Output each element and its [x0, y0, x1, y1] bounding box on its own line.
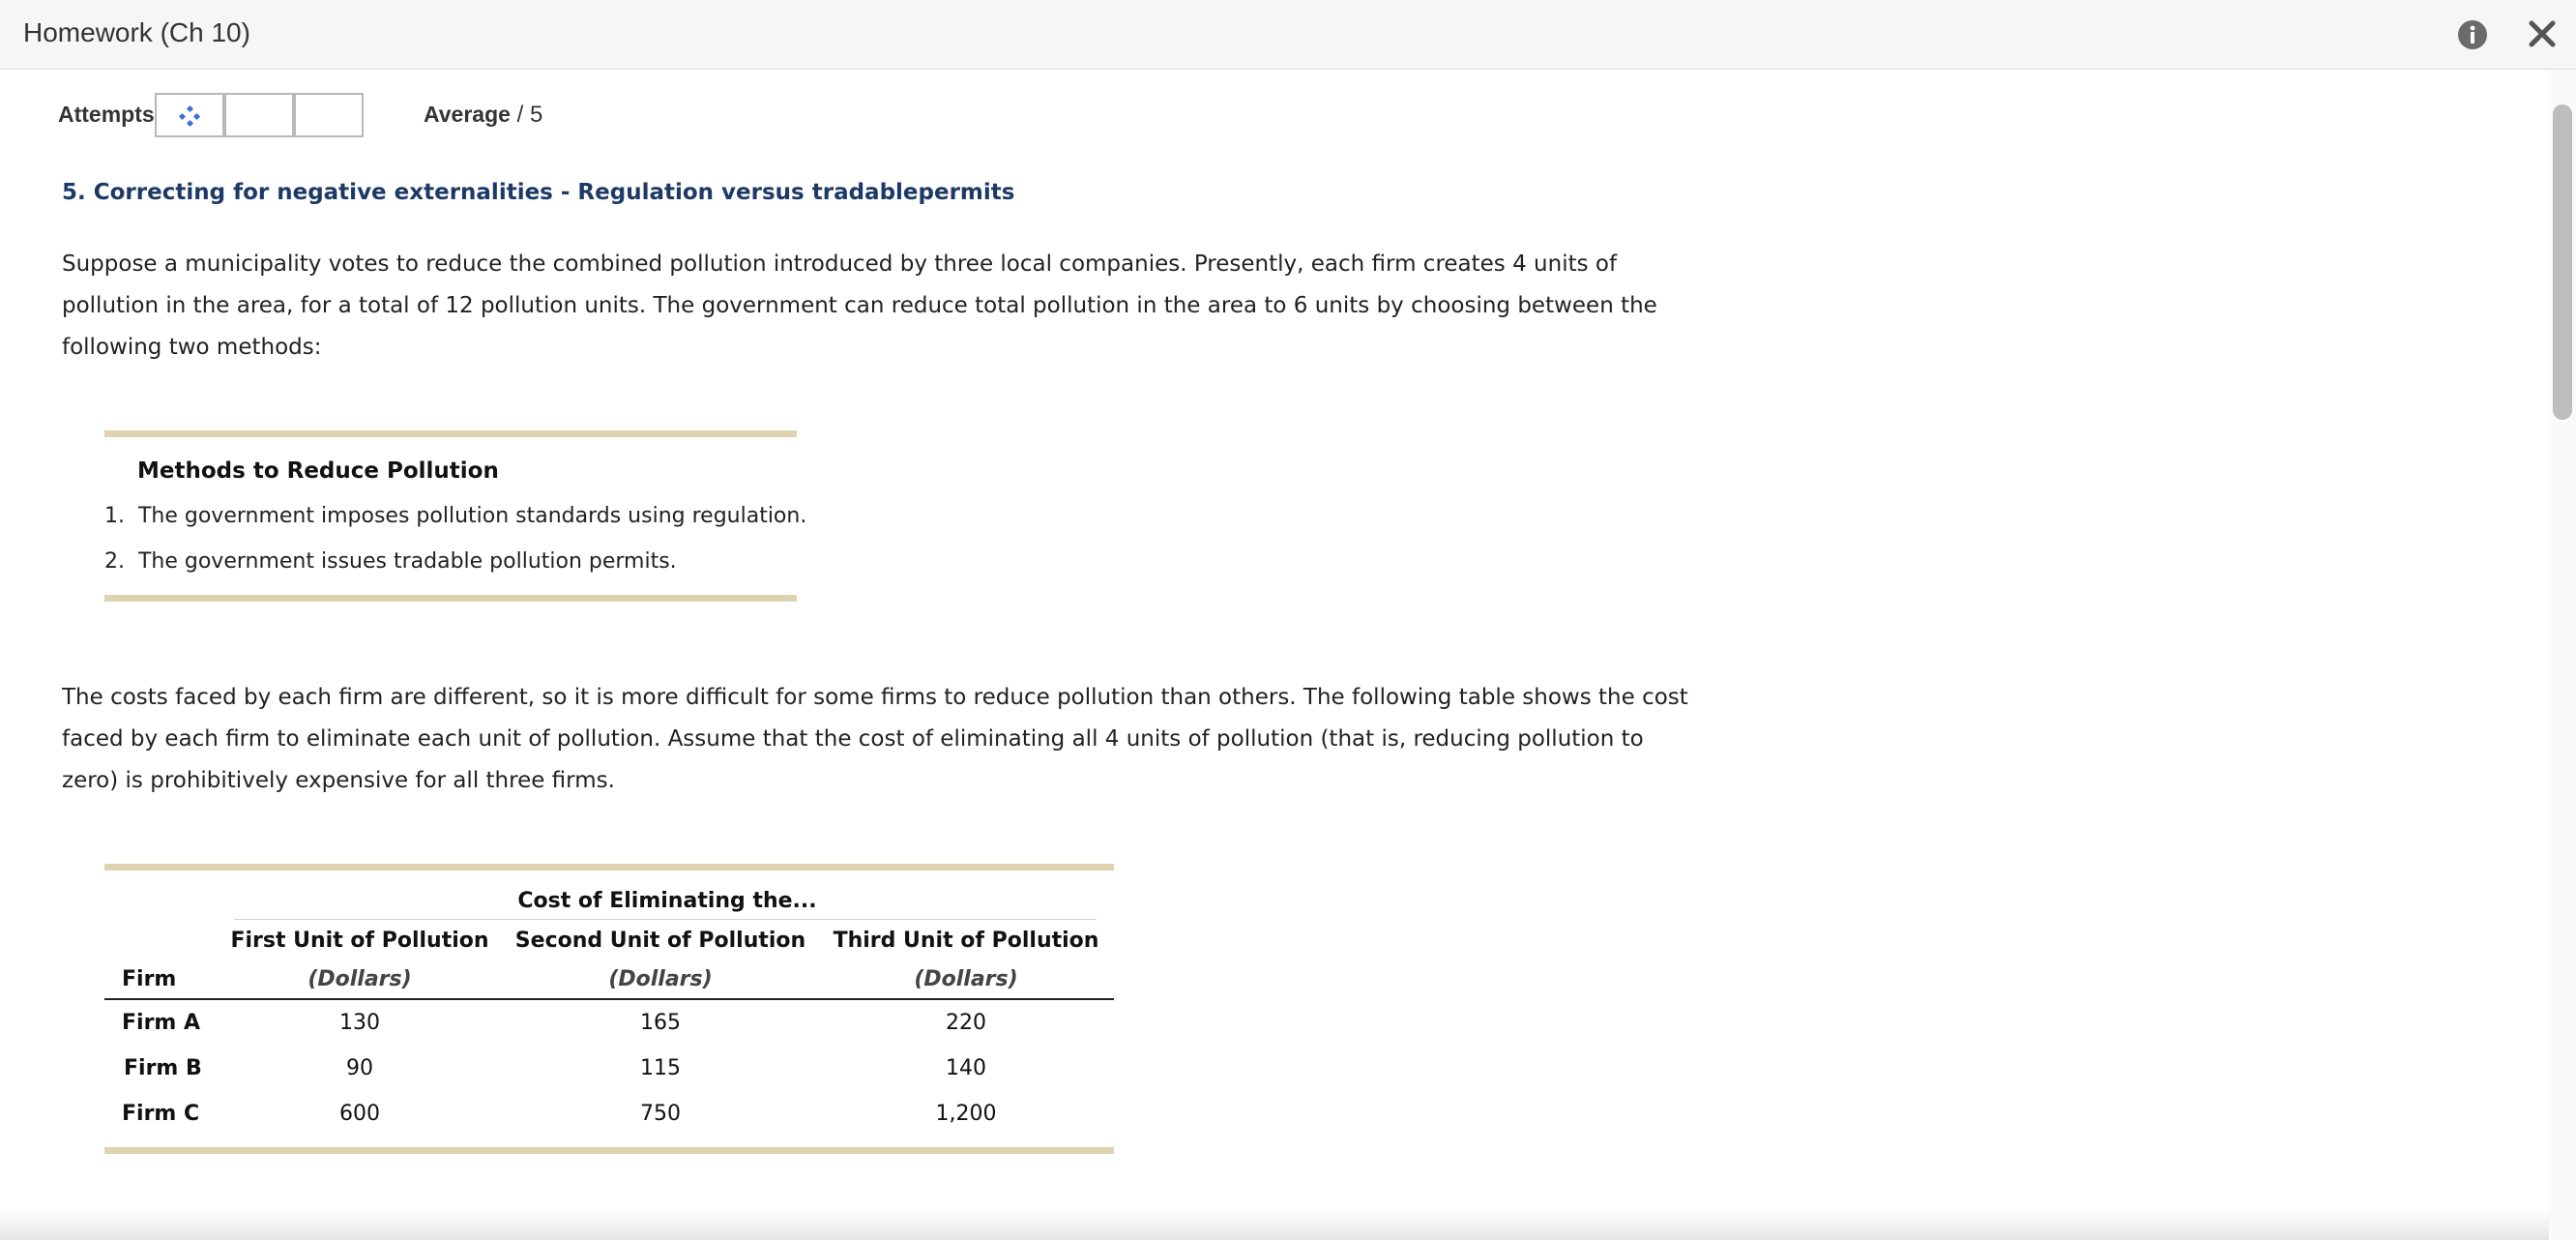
method-item-regulation: 1. The government imposes pollution standards using regulation.	[104, 504, 807, 528]
costs-paragraph: The costs faced by each firm are different, so it is more difficult for some firms to reduce pollution than others. The following table shows the cost faced by each firm to eliminate each unit of pollution. Assume that the cost of eliminating all 4 units of pollution (that is, reducing pollution to zero) is prohibitively expensive for all three firms.	[62, 685, 1688, 793]
table-top-rule	[104, 864, 1114, 871]
table-cell: 165	[640, 1011, 681, 1035]
table-cell: 115	[640, 1056, 681, 1080]
bottom-fade	[0, 1209, 2549, 1240]
table-cell: 140	[946, 1056, 986, 1080]
methods-bottom-rule	[104, 595, 797, 602]
method-item-permits: 2. The government issues tradable pollution permits.	[104, 549, 677, 574]
table-row-firm: Firm C	[122, 1102, 200, 1126]
dialog-header	[0, 0, 2576, 70]
column-header-third: Third Unit of Pollution	[833, 929, 1099, 953]
table-row-firm: Firm A	[122, 1011, 201, 1035]
table-cell: 750	[640, 1102, 681, 1126]
column-header-first: First Unit of Pollution	[230, 929, 489, 953]
methods-top-rule	[104, 430, 797, 437]
attempt-in-progress-icon	[178, 104, 201, 128]
table-group-header: Cost of Eliminating the...	[517, 889, 817, 913]
table-bottom-rule	[104, 1147, 1114, 1154]
info-icon[interactable]	[2456, 18, 2489, 51]
column-units-second: (Dollars)	[608, 967, 713, 991]
table-header-underline	[104, 998, 1114, 1000]
attempt-box-3[interactable]	[294, 93, 364, 137]
attempt-box-2[interactable]	[224, 93, 294, 137]
table-cell: 600	[339, 1102, 380, 1126]
methods-title: Methods to Reduce Pollution	[137, 458, 499, 484]
attempt-box-1[interactable]	[155, 93, 224, 137]
question-intro: Suppose a municipality votes to reduce the combined pollution introduced by three local companies. Presently, each firm creates 4 units of pollution in the area, for a total of 12 pollution units. The government can reduce total pollution in the area to 6 units by choosing between the following two methods:	[62, 251, 1657, 360]
question-title: 5. Correcting for negative externalities - Regulation versus tradablepermits	[62, 180, 1015, 205]
table-row-firm: Firm B	[124, 1056, 202, 1080]
average-label: Average	[424, 102, 511, 127]
average-value: / 5	[510, 102, 543, 128]
scrollbar-thumb[interactable]	[2553, 104, 2572, 420]
table-cell: 90	[346, 1056, 373, 1080]
close-icon[interactable]	[2526, 17, 2559, 50]
table-cell: 130	[339, 1011, 380, 1035]
group-header-underline	[234, 919, 1097, 920]
column-units-third: (Dollars)	[914, 967, 1018, 991]
average-score	[424, 102, 542, 129]
table-cell: 1,200	[935, 1102, 997, 1126]
table-cell: 220	[946, 1011, 986, 1035]
dialog-title: Homework (Ch 10)	[23, 17, 250, 47]
column-units-first: (Dollars)	[307, 967, 412, 991]
attempts-label: Attempts	[58, 102, 155, 127]
column-header-second: Second Unit of Pollution	[514, 929, 806, 953]
column-header-firm: Firm	[122, 967, 177, 991]
